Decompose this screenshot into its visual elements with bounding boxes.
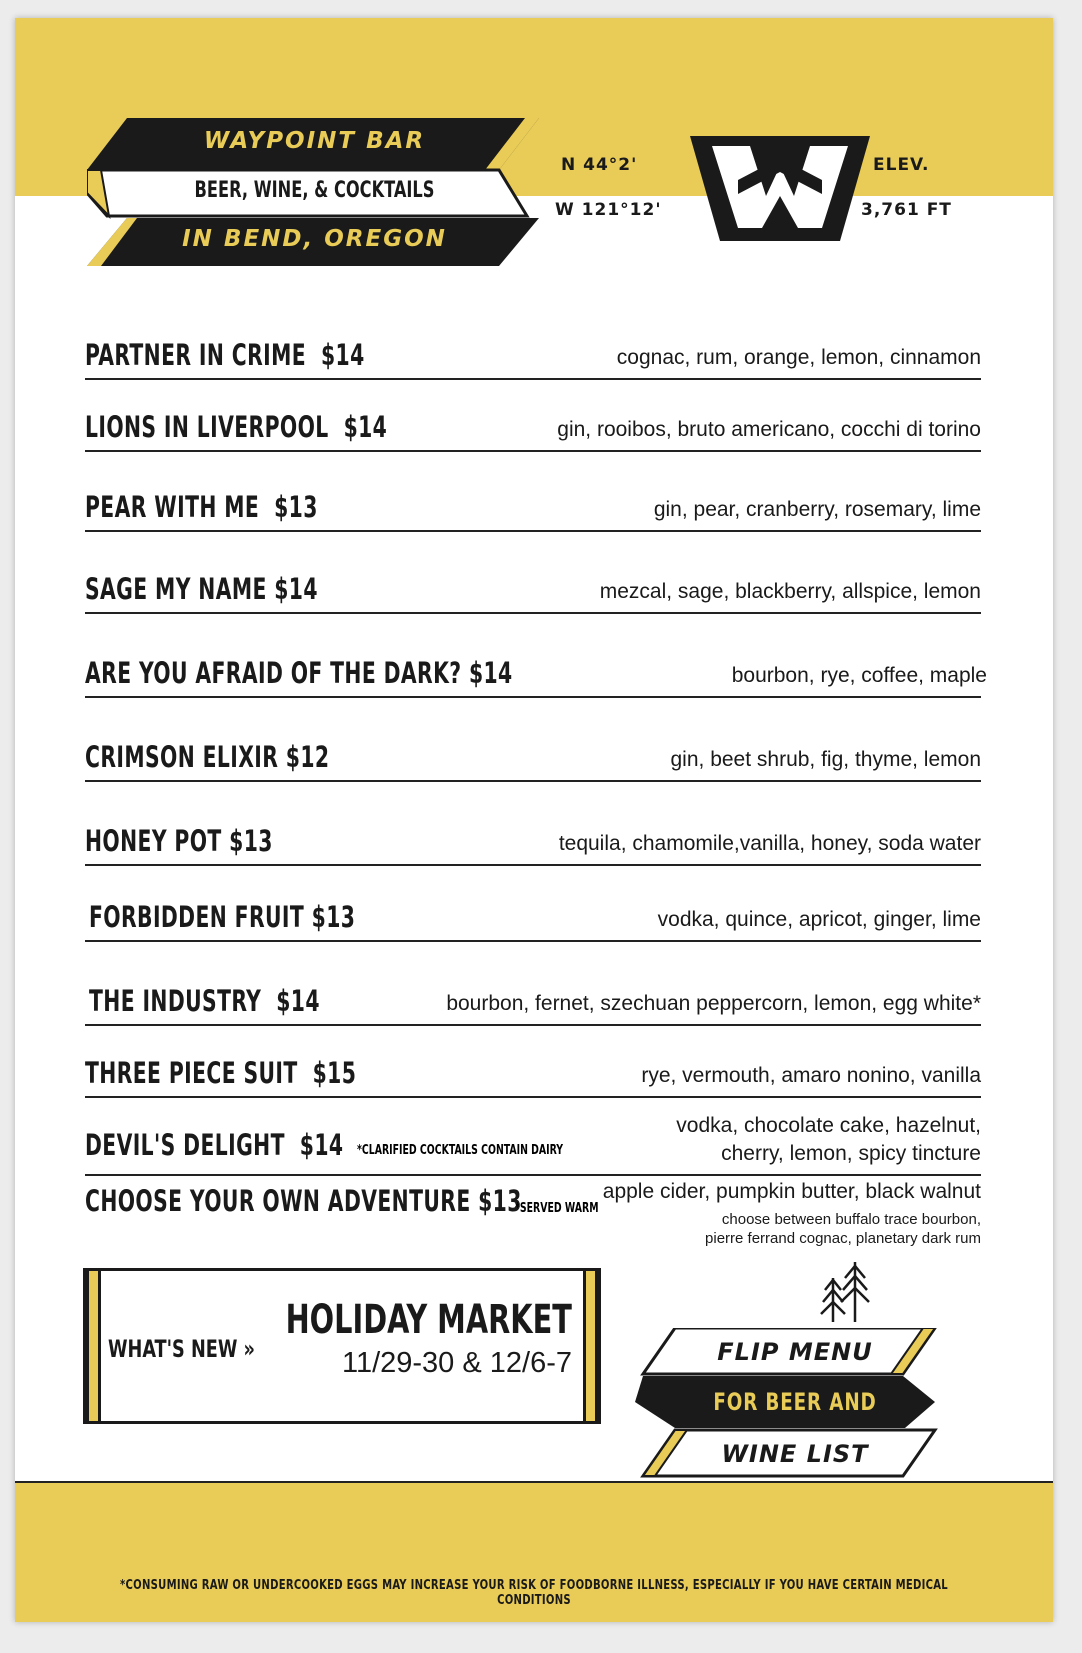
item-name: PEAR WITH ME $13 bbox=[85, 490, 318, 524]
header-banner bbox=[87, 118, 542, 296]
menu-item bbox=[85, 1104, 981, 1176]
item-name: THREE PIECE SUIT $15 bbox=[85, 1056, 357, 1090]
menu-item bbox=[85, 572, 981, 614]
item-ingredients: vodka, quince, apricot, ginger, lime bbox=[657, 908, 981, 931]
longitude: W 121°12' bbox=[555, 200, 662, 220]
banner-location: IN BEND, OREGON bbox=[182, 226, 447, 252]
item-name: CRIMSON ELIXIR $12 bbox=[85, 740, 330, 774]
flip-menu-banner bbox=[635, 1328, 955, 1478]
pine-trees-icon bbox=[817, 1258, 873, 1324]
item-name: THE INDUSTRY $14 bbox=[89, 984, 320, 1018]
flip-line3: WINE LIST bbox=[721, 1440, 869, 1468]
item-name: ARE YOU AFRAID OF THE DARK? $14 bbox=[85, 656, 513, 690]
menu-item bbox=[85, 490, 981, 532]
item-name: FORBIDDEN FRUIT $13 bbox=[89, 900, 356, 934]
latitude: N 44°2' bbox=[561, 155, 638, 175]
item-name: DEVIL'S DELIGHT $14 bbox=[85, 1128, 344, 1162]
menu-item bbox=[85, 656, 987, 698]
menu-item bbox=[85, 740, 981, 782]
item-ingredients: gin, beet shrub, fig, thyme, lemon bbox=[670, 748, 981, 771]
menu-item bbox=[85, 900, 981, 942]
item-options-line2: pierre ferrand cognac, planetary dark rum bbox=[705, 1230, 981, 1247]
menu-item bbox=[85, 1178, 981, 1248]
item-ingredients: cognac, rum, orange, lemon, cinnamon bbox=[616, 346, 981, 369]
item-note: *CLARIFIED COCKTAILS CONTAIN DAIRY bbox=[357, 1143, 564, 1158]
whats-new-box bbox=[83, 1268, 601, 1424]
item-ingredients: tequila, chamomile,vanilla, honey, soda water bbox=[558, 832, 981, 855]
item-name: CHOOSE YOUR OWN ADVENTURE $13 bbox=[85, 1184, 522, 1218]
item-ingredients: bourbon, rye, coffee, maple bbox=[731, 664, 987, 687]
banner-title: WAYPOINT BAR bbox=[203, 128, 426, 154]
item-name: SAGE MY NAME $14 bbox=[85, 572, 318, 606]
item-ingredients-line1: vodka, chocolate cake, hazelnut, bbox=[676, 1114, 981, 1137]
item-ingredients: bourbon, fernet, szechuan peppercorn, lemon, egg white* bbox=[446, 992, 981, 1015]
item-ingredients-line2: cherry, lemon, spicy tincture bbox=[721, 1142, 981, 1165]
whats-new-dates: 11/29-30 & 12/6-7 bbox=[341, 1347, 572, 1379]
whats-new-title: HOLIDAY MARKET bbox=[285, 1297, 572, 1343]
whats-new-label: WHAT'S NEW » bbox=[108, 1335, 255, 1363]
menu-item bbox=[85, 410, 981, 452]
flip-line1: FLIP MENU bbox=[717, 1338, 873, 1366]
item-ingredients: mezcal, sage, blackberry, allspice, lemon bbox=[599, 580, 981, 603]
elevation-label: ELEV. bbox=[873, 155, 930, 175]
item-note: *SERVED WARM bbox=[515, 1201, 599, 1216]
health-disclaimer: *CONSUMING RAW OR UNDERCOOKED EGGS MAY INCREASE YOUR RISK OF FOODBORNE ILLNESS, ESPECIALLY IF YOU HAVE CERTAIN MEDICAL CONDITIONS bbox=[120, 1578, 948, 1608]
item-ingredients: gin, rooibos, bruto americano, cocchi di torino bbox=[557, 418, 981, 441]
item-name: LIONS IN LIVERPOOL $14 bbox=[85, 410, 388, 444]
menu-item bbox=[85, 984, 981, 1026]
elevation-value: 3,761 FT bbox=[861, 200, 952, 220]
menu-item bbox=[85, 1056, 981, 1098]
waypoint-w-logo-icon bbox=[690, 136, 870, 246]
item-ingredients: gin, pear, cranberry, rosemary, lime bbox=[653, 498, 981, 521]
flip-line2: FOR BEER AND bbox=[713, 1388, 877, 1416]
item-ingredients: apple cider, pumpkin butter, black walnut bbox=[602, 1180, 981, 1203]
menu-item bbox=[85, 824, 981, 866]
item-name: HONEY POT $13 bbox=[85, 824, 273, 858]
menu-page bbox=[15, 18, 1053, 1622]
banner-subtitle: BEER, WINE, & COCKTAILS bbox=[194, 178, 435, 203]
item-name: PARTNER IN CRIME $14 bbox=[85, 338, 365, 372]
menu-item bbox=[85, 338, 981, 380]
item-options-line1: choose between buffalo trace bourbon, bbox=[721, 1211, 981, 1228]
item-ingredients: rye, vermouth, amaro nonino, vanilla bbox=[641, 1064, 981, 1087]
